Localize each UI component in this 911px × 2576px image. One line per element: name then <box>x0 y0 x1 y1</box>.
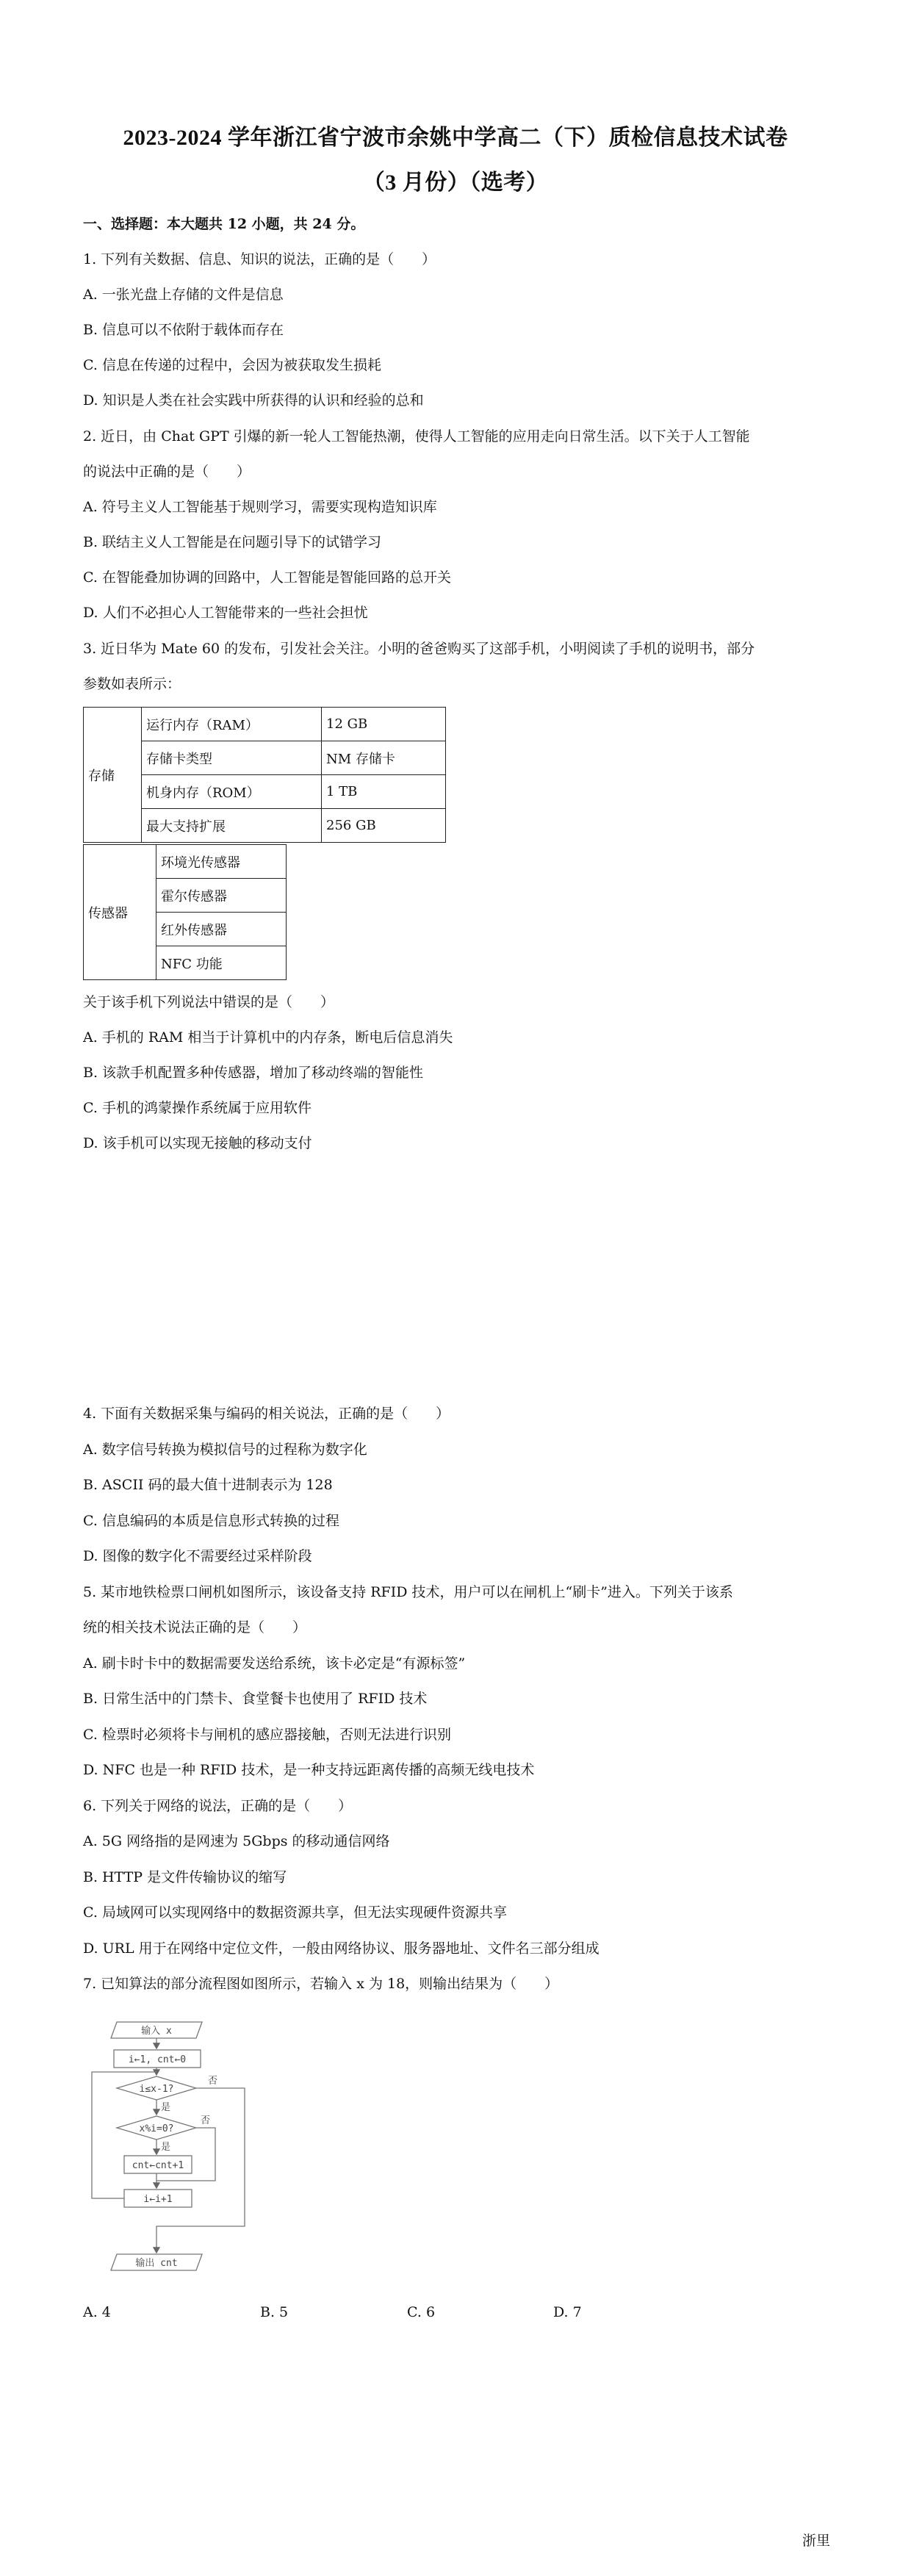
flow-inc-cnt-text: cnt←cnt+1 <box>132 2160 184 2171</box>
q5-option-c: C. 检票时必须将卡与闸机的感应器接触，否则无法进行识别 <box>83 1727 451 1743</box>
flow-cond1-text: i≤x-1? <box>139 2084 174 2095</box>
flow-init-text: i←1, cnt←0 <box>128 2054 187 2065</box>
q3-stem: 3. 近日华为 Mate 60 的发布，引发社会关注。小明的爸爸购买了这部手机，小明阅读了手机的说明书，部分 <box>83 641 755 657</box>
q5-option-b: B. 日常生活中的门禁卡、食堂餐卡也使用了 RFID 技术 <box>83 1691 428 1707</box>
q6-option-d: D. URL 用于在网络中定位文件，一般由网络协议、服务器地址、文件名三部分组成 <box>83 1940 599 1957</box>
q5-option-d: D. NFC 也是一种 RFID 技术，是一种支持远距离传播的高频无线电技术 <box>83 1762 535 1778</box>
q2-stem: 2. 近日，由 Chat GPT 引爆的新一轮人工智能热潮，使得人工智能的应用走向日常生活。以下关于人工智能 <box>83 428 750 445</box>
q6-option-c: C. 局域网可以实现网络中的数据资源共享，但无法实现硬件资源共享 <box>83 1904 507 1921</box>
storage-group-cell: 存储 <box>84 708 142 843</box>
q1-option-d: D. 知识是人类在社会实践中所获得的认识和经验的总和 <box>83 392 424 409</box>
q4-stem: 4. 下面有关数据采集与编码的相关说法，正确的是（ ） <box>83 1406 450 1422</box>
spec-value-cell: 12 GB <box>322 708 446 741</box>
flowchart <box>83 2013 259 2292</box>
q2-option-d: D. 人们不必担心人工智能带来的一些社会担忧 <box>83 605 368 621</box>
q7-option-d: D. 7 <box>553 2304 582 2320</box>
q2-option-c: C. 在智能叠加协调的回路中，人工智能是智能回路的总开关 <box>83 569 451 586</box>
q6-stem: 6. 下列关于网络的说法，正确的是（ ） <box>83 1798 353 1814</box>
q3-option-b: B. 该款手机配置多种传感器，增加了移动终端的智能性 <box>83 1065 424 1081</box>
q3-option-d: D. 该手机可以实现无接触的移动支付 <box>83 1135 312 1151</box>
flow-yes-label-2: 是 <box>161 2142 171 2153</box>
spec-value-cell: 1 TB <box>322 775 446 809</box>
q7-option-a: A. 4 <box>83 2304 111 2320</box>
q1-stem: 1. 下列有关数据、信息、知识的说法，正确的是（ ） <box>83 251 436 267</box>
table-row <box>84 845 287 879</box>
sensor-group-cell: 传感器 <box>84 845 156 980</box>
q3-question: 关于该手机下列说法中错误的是（ ） <box>83 994 335 1010</box>
flow-no-label-2: 否 <box>201 2115 211 2126</box>
flow-cond2-text: x%i=0? <box>139 2123 174 2134</box>
flow-output-text: 输出 cnt <box>135 2258 178 2269</box>
page-title: 2023-2024 学年浙江省宁波市余姚中学高二（下）质检信息技术试卷 <box>123 126 788 150</box>
q2-option-b: B. 联结主义人工智能是在问题引导下的试错学习 <box>83 534 382 550</box>
table-row <box>84 708 446 741</box>
sensor-cell: NFC 功能 <box>156 946 287 980</box>
q4-option-d: D. 图像的数字化不需要经过采样阶段 <box>83 1548 312 1564</box>
flow-no-label: 否 <box>208 2076 218 2087</box>
q2-option-a: A. 符号主义人工智能基于规则学习，需要实现构造知识库 <box>83 499 437 515</box>
q6-option-a: A. 5G 网络指的是网速为 5Gbps 的移动通信网络 <box>83 1833 390 1849</box>
q5-stem: 5. 某市地铁检票口闸机如图所示，该设备支持 RFID 技术，用户可以在闸机上“刷卡”进入。下列关于该系 <box>83 1584 733 1600</box>
spec-key-cell: 存储卡类型 <box>142 741 322 775</box>
q1-option-a: A. 一张光盘上存储的文件是信息 <box>83 287 284 303</box>
storage-spec-table <box>83 707 446 843</box>
flow-input-text: 输入 x <box>141 2026 172 2037</box>
spec-key-cell: 最大支持扩展 <box>142 809 322 843</box>
flow-yes-label: 是 <box>161 2102 171 2113</box>
q7-option-c: C. 6 <box>407 2304 436 2320</box>
q7-option-b: B. 5 <box>260 2304 289 2320</box>
q2-stem-cont: 的说法中正确的是（ ） <box>83 464 251 480</box>
q4-option-a: A. 数字信号转换为模拟信号的过程称为数字化 <box>83 1442 367 1458</box>
q1-option-b: B. 信息可以不依附于载体而存在 <box>83 322 284 338</box>
spec-value-cell: 256 GB <box>322 809 446 843</box>
sensor-spec-table <box>83 844 287 980</box>
page-footer: 浙里 <box>802 2533 830 2549</box>
spec-key-cell: 机身内存（ROM） <box>142 775 322 809</box>
q4-option-b: B. ASCII 码的最大值十进制表示为 128 <box>83 1477 333 1493</box>
q4-option-c: C. 信息编码的本质是信息形式转换的过程 <box>83 1513 339 1529</box>
sensor-cell: 红外传感器 <box>156 913 287 946</box>
sensor-cell: 环境光传感器 <box>156 845 287 879</box>
page-subtitle: （3 月份）（选考） <box>362 170 549 195</box>
spec-value-cell: NM 存储卡 <box>322 741 446 775</box>
q7-stem: 7. 已知算法的部分流程图如图所示，若输入 x 为 18，则输出结果为（ ） <box>83 1976 559 1992</box>
q5-option-a: A. 刷卡时卡中的数据需要发送给系统，该卡必定是“有源标签” <box>83 1655 466 1672</box>
flow-inc-i-text: i←i+1 <box>143 2194 173 2205</box>
q3-stem-cont: 参数如表所示： <box>83 676 181 692</box>
section-heading: 一、选择题：本大题共 12 小题，共 24 分。 <box>83 216 365 232</box>
q6-option-b: B. HTTP 是文件传输协议的缩写 <box>83 1869 287 1885</box>
q1-option-c: C. 信息在传递的过程中，会因为被获取发生损耗 <box>83 357 381 373</box>
sensor-cell: 霍尔传感器 <box>156 879 287 913</box>
q3-option-a: A. 手机的 RAM 相当于计算机中的内存条，断电后信息消失 <box>83 1029 453 1046</box>
q3-option-c: C. 手机的鸿蒙操作系统属于应用软件 <box>83 1100 312 1116</box>
q5-stem-cont: 统的相关技术说法正确的是（ ） <box>83 1619 307 1636</box>
spec-key-cell: 运行内存（RAM） <box>142 708 322 741</box>
